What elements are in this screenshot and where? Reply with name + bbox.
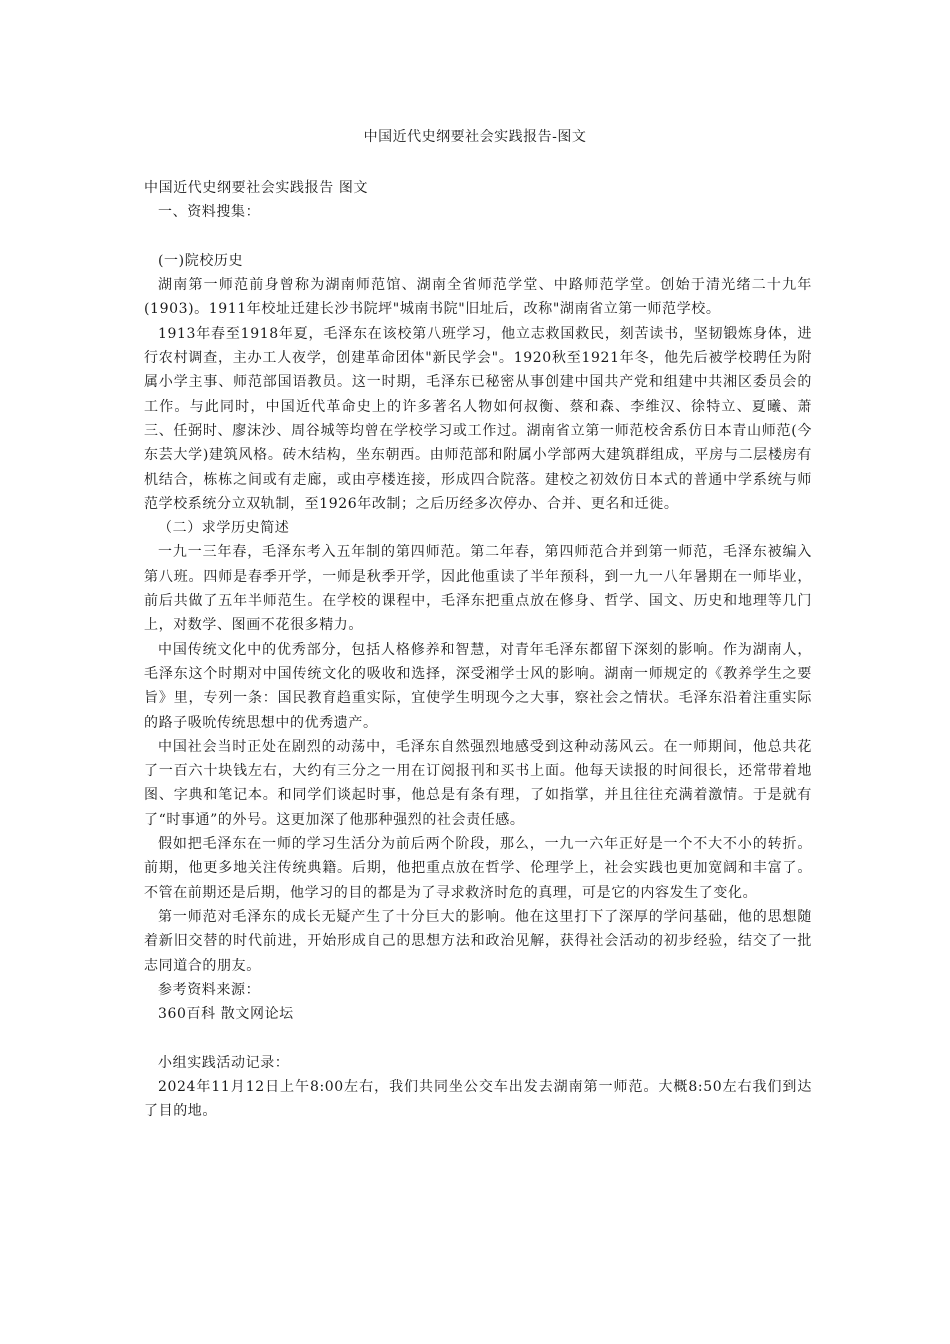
reference-sources: 360百科 散文网论坛 — [158, 1006, 294, 1023]
paragraph-1: 湖南第一师范前身曾称为湖南师范馆、湖南全省师范学堂、中路师范学堂。创始于清光绪二十九年(1903)。1911年校址迁建长沙书院坪"城南书院"旧址后，改称"湖南省立第一师范学校。 — [144, 277, 812, 318]
paragraph-5: 中国社会当时正处在剧烈的动荡中，毛泽东自然强烈地感受到这种动荡风云。在一师期间，他总共花了一百六十块钱左右，大约有三分之一用在订阅报刊和买书上面。他每天读报的时间很长，还常带着地图、字典和笔记本。和同学们谈起时事，他总是有条有理，了如指掌，并且往往充满着激情。于是就有了“时事通”的外号。这更加深了他那种强烈的社会责任感。 — [144, 738, 812, 828]
paragraph-8: 2024年11月12日上午8:00左右，我们共同坐公交车出发去湖南第一师范。大概8:50左右我们到达了目的地。 — [144, 1078, 812, 1120]
subsection-heading-2: （二）求学历史简述 — [158, 520, 290, 537]
blank-line — [144, 1026, 812, 1050]
page-title: 中国近代史纲要社会实践报告-图文 — [363, 129, 587, 145]
paragraph-3: 一九一三年春，毛泽东考入五年制的第四师范。第二年春，第四师范合并到第一师范，毛泽东被编入第八班。四师是春季开学，一师是秋季开学，因此他重读了半年预科，到一九一八年暑期在一师毕业，前后共做了五年半师范生。在学校的课程中，毛泽东把重点放在修身、哲学、国文、历史和地理等几门上，对数学、图画不花很多精力。 — [144, 544, 812, 634]
paragraph-6: 假如把毛泽东在一师的学习生活分为前后两个阶段，那么，一九一六年正好是一个不大不小的转折。前期，他更多地关注传统典籍。后期，他把重点放在哲学、伦理学上，社会实践也更加宽阔和丰富了。不管在前期还是后期，他学习的目的都是为了寻求救济时危的真理，可是它的内容发生了变化。 — [144, 836, 812, 901]
reference-label: 参考资料来源： — [158, 981, 261, 998]
document-heading: 中国近代史纲要社会实践报告 图文 — [144, 180, 369, 196]
paragraph-7: 第一师范对毛泽东的成长无疑产生了十分巨大的影响。他在这里打下了深厚的学问基础，他的思想随着新旧交替的时代前进，开始形成自己的思想方法和政治见解，获得社会活动的初步经验，结交了一批志同道合的朋友。 — [144, 908, 812, 974]
activity-record-label: 小组实践活动记录： — [158, 1054, 290, 1071]
paragraph-4: 中国传统文化中的优秀部分，包括人格修养和智慧，对青年毛泽东都留下深刻的影响。作为湖南人，毛泽东这个时期对中国传统文化的吸收和选择，深受湘学士风的影响。湖南一师规定的《教养学生之要旨》里，专列一条：国民教育趋重实际，宜使学生明现今之大事，察社会之情状。毛泽东沿着注重实际的路子吸吮传统思想中的优秀遗产。 — [144, 641, 812, 731]
paragraph-2: 1913年春至1918年夏，毛泽东在该校第八班学习，他立志救国救民，刻苦读书，坚韧锻炼身体，进行农村调查，主办工人夜学，创建革命团体"新民学会"。1920秋至1921年冬，他先后被学校聘任为附属小学主事、师范部国语教员。这一时期，毛泽东已秘密从事创建中国共产党和组建中共湘区委员会的工作。与此同时，中国近代革命史上的许多著名人物如何叔衡、蔡和森、李维汉、徐特立、夏曦、萧三、任弼时、廖沫沙、周谷城等均曾在学校学习或工作过。湖南省立第一师范校舍系仿日本青山师范(今东芸大学)建筑风格。砖木结构，坐东朝西。由师范部和附属小学部两大建筑群组成，平房与二层楼房有机结合，栋栋之间或有走廊，或由亭楼连接，形成四合院落。建校之初效仿日本式的普通中学系统与师范学校系统分立双轨制，至1926年改制；之后历经多次停办、合并、更名和迁徙。 — [144, 325, 812, 512]
subsection-heading-1: (一)院校历史 — [158, 252, 244, 269]
document-body — [144, 176, 812, 1124]
blank-line — [144, 225, 812, 249]
section-heading-1: 一、资料搜集： — [158, 204, 261, 221]
